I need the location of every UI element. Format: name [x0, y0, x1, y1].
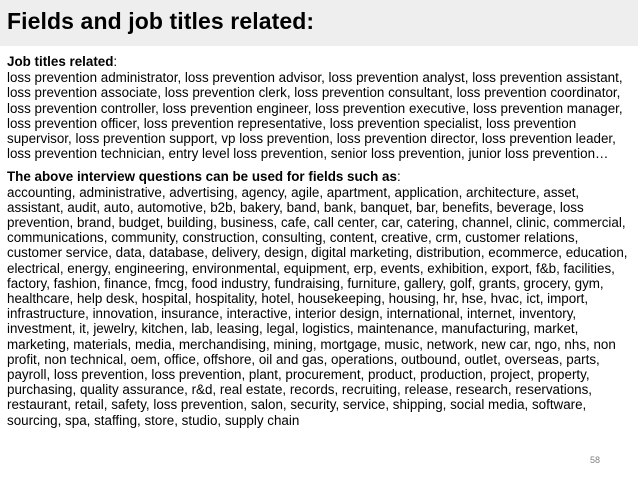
job-titles-colon: : [113, 54, 118, 69]
fields-heading [7, 169, 633, 184]
slide-title: Fields and job titles related: [7, 8, 315, 34]
job-titles-heading [7, 54, 633, 69]
fields-list: accounting, administrative, advertising, agency, agile, apartment, application, architecture, asset, assistant, audit, auto, automotive, b2b, bakery, band, bank, banquet, bar, benefits, beverage, loss prevention, brand, budget, building, business, cafe, call center, car, catering, channel, clinic, commercial, communications, community, construction, consulting, content, creative, crm, customer relations, customer service, data, database, delivery, design, digital marketing, distribution, ecommerce, education, electrical, energy, engineering, environmental, equipment, erp, events, exhibition, export, f&b, facilities, factory, fashion, finance, fmcg, food industry, fundraising, furniture, gallery, golf, grants, grocery, gym, healthcare, help desk, hospital, hospitality, hotel, housekeeping, housing, hr, hse, hvac, ict, import, infrastructure, innovation, insurance, interactive, interior design, international, internet, inventory, investment, it, jewelry, kitchen, lab, leasing, legal, logistics, maintenance, manufacturing, market, marketing, materials, media, merchandising, mining, mortgage, music, network, new car, ngo, nhs, non profit, non technical, oem, office, offshore, oil and gas, operations, outbound, outlet, overseas, parts, payroll, loss prevention, loss prevention, plant, procurement, product, production, project, property, purchasing, quality assurance, r&d, real estate, records, recruiting, release, research, reservations, restaurant, retail, safety, loss prevention, salon, security, service, shipping, social media, software, sourcing, spa, staffing, store, studio, supply chain [7, 184, 628, 428]
title-bar [0, 0, 638, 46]
job-titles-list: loss prevention administrator, loss prevention advisor, loss prevention analyst, loss prevention assistant, loss prevention associate, loss prevention clerk, loss prevention consultant, loss prevention coordinator, loss prevention controller, loss prevention engineer, loss prevention executive, loss prevention manager, loss prevention officer, loss prevention representative, loss prevention specialist, loss prevention supervisor, loss prevention support, vp loss prevention, loss prevention director, loss prevention leader, loss prevention technician, entry level loss prevention, senior loss prevention, junior loss prevention… [7, 70, 623, 162]
job-titles-label: Job titles related [7, 54, 114, 69]
fields-label: The above interview questions can be used for fields such as [7, 169, 397, 185]
fields-colon: : [396, 169, 401, 185]
slide-body [7, 54, 633, 428]
page-number: 58 [589, 455, 600, 465]
